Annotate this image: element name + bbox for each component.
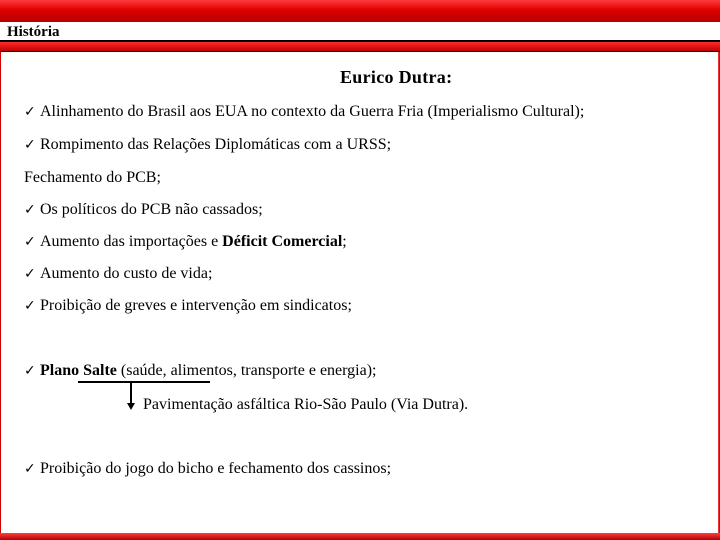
list-item-text: Aumento do custo de vida; [40, 265, 213, 282]
checkmark-icon: ✓ [24, 104, 36, 120]
list-item-text: Aumento das importações e [40, 233, 223, 250]
list-item-text: Alinhamento do Brasil aos EUA no contexto da Guerra Fria (Imperialismo Cultural); [40, 103, 585, 120]
checkmark-icon: ✓ [24, 202, 36, 218]
checkmark-icon: ✓ [24, 363, 36, 379]
list-item-text-end: ; [342, 233, 347, 250]
checkmark-icon: ✓ [24, 266, 36, 282]
checkmark-icon: ✓ [24, 298, 36, 314]
subject-label: História [7, 24, 60, 40]
list-item-text: Proibição do jogo do bicho e fechamento dos cassinos; [40, 460, 392, 477]
checkmark-icon: ✓ [24, 234, 36, 250]
list-item [24, 459, 391, 479]
sub-item-text: Pavimentação asfáltica Rio-São Paulo (Via Dutra). [143, 396, 469, 413]
slide-title: Eurico Dutra: [340, 67, 453, 87]
list-item-text: Os políticos do PCB não cassados; [40, 201, 263, 218]
list-item-text: Rompimento das Relações Diplomáticas com a URSS; [40, 136, 392, 153]
list-item-text-end: (saúde, alimentos, transporte e energia); [116, 362, 377, 379]
checkmark-icon: ✓ [24, 461, 36, 477]
list-item-emphasis: Plano Salte [40, 362, 117, 379]
list-item-text: Fechamento do PCB; [24, 169, 161, 186]
list-item-emphasis: Déficit Comercial [222, 233, 343, 250]
list-item-text: Proibição de greves e intervenção em sindicatos; [40, 297, 352, 314]
checkmark-icon: ✓ [24, 137, 36, 153]
